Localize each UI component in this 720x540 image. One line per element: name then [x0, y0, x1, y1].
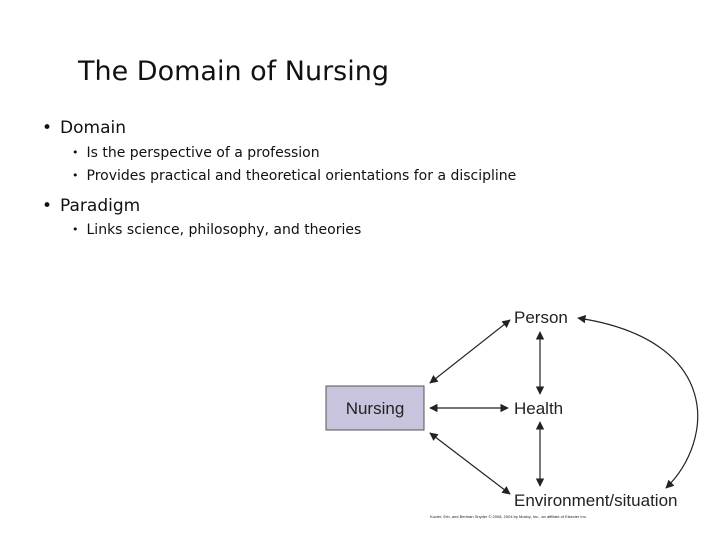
bullet-dot: • — [72, 169, 79, 182]
bullet-dot: • — [42, 118, 53, 138]
bullet-dot: • — [72, 223, 79, 236]
nursing-label: Nursing — [345, 399, 405, 418]
bullet-domain-label: Domain — [60, 118, 126, 138]
arrow-nursing-person — [430, 320, 510, 383]
image-credit: Kozier, Erb, and Berman Snyder © 2008, 2004 by Mosby, Inc., an affiliate of Elsevier Inc. — [430, 514, 587, 519]
sub-bullet-label: Links science, philosophy, and theories — [86, 222, 362, 238]
sub-bullet-label: Provides practical and theoretical orientations for a discipline — [86, 168, 517, 184]
arrow-environment-person-curve — [578, 318, 698, 488]
bullet-paradigm-label: Paradigm — [60, 196, 141, 216]
bullet-dot: • — [72, 146, 79, 159]
environment-label: Environment/situation — [514, 491, 678, 510]
arrow-nursing-environment — [430, 433, 510, 494]
sub-bullet-label: Is the perspective of a profession — [86, 145, 320, 161]
bullet-dot: • — [42, 196, 53, 216]
health-label: Health — [514, 399, 564, 418]
slide-title: The Domain of Nursing — [78, 56, 389, 87]
person-label: Person — [514, 308, 568, 327]
